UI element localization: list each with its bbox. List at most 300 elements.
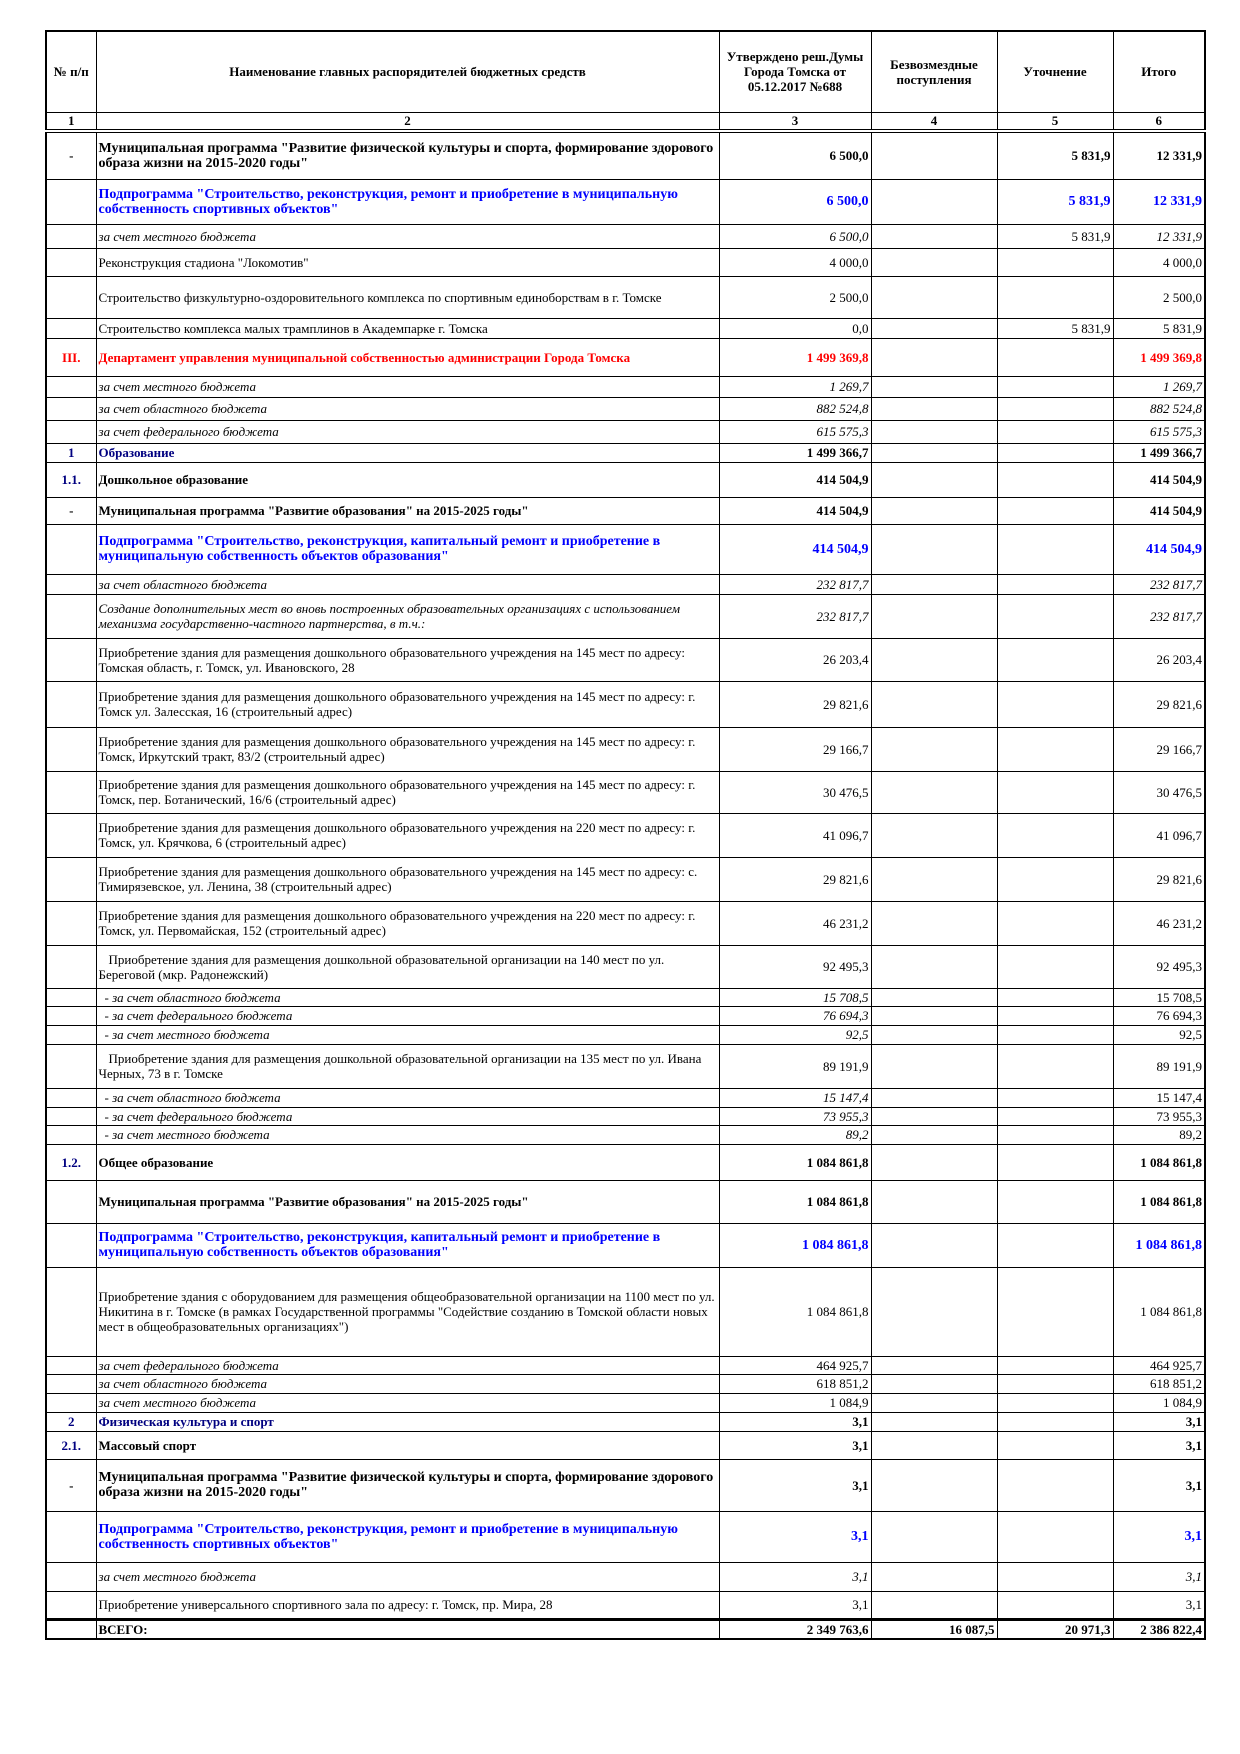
clarification-value xyxy=(997,638,1113,681)
approved-value: 3,1 xyxy=(719,1511,871,1562)
total-value: 92 495,3 xyxy=(1113,945,1205,988)
grants-value xyxy=(871,574,997,594)
row-name: за счет местного бюджета xyxy=(96,376,719,397)
approved-value: 30 476,5 xyxy=(719,771,871,813)
approved-value: 1 084,9 xyxy=(719,1393,871,1412)
clarification-value xyxy=(997,1562,1113,1591)
grants-value xyxy=(871,1459,997,1511)
row-number xyxy=(46,727,96,771)
total-value: 3,1 xyxy=(1113,1412,1205,1431)
column-number: 5 xyxy=(997,112,1113,131)
grants-value xyxy=(871,901,997,945)
row-number xyxy=(46,524,96,574)
table-row xyxy=(46,462,1205,497)
grants-value xyxy=(871,443,997,462)
total-value: 46 231,2 xyxy=(1113,901,1205,945)
grants-value xyxy=(871,276,997,318)
total-row xyxy=(46,1619,1205,1639)
approved-value: 26 203,4 xyxy=(719,638,871,681)
column-number: 4 xyxy=(871,112,997,131)
clarification-value xyxy=(997,594,1113,638)
row-name: - за счет областного бюджета xyxy=(96,1088,719,1107)
grants-value xyxy=(871,1267,997,1356)
grants-value xyxy=(871,338,997,376)
approved-value: 15 147,4 xyxy=(719,1088,871,1107)
row-name: Приобретение здания для размещения дошкольного образовательного учреждения на 145 мест по адресу: с. Тимирязевское, ул. Ленина, 38 (строительный адрес) xyxy=(96,857,719,901)
row-name: Подпрограмма "Строительство, реконструкция, ремонт и приобретение в муниципальную собственность спортивных объектов" xyxy=(96,1511,719,1562)
row-name: Департамент управления муниципальной собственностью администрации Города Томска xyxy=(96,338,719,376)
grants-value xyxy=(871,397,997,420)
approved-value: 3,1 xyxy=(719,1412,871,1431)
row-name: Муниципальная программа "Развитие физической культуры и спорта, формирование здорового образа жизни на 2015-2020 годы" xyxy=(96,1459,719,1511)
grants-value xyxy=(871,638,997,681)
row-number xyxy=(46,1591,96,1619)
approved-value: 29 821,6 xyxy=(719,681,871,727)
row-number xyxy=(46,224,96,248)
total-value: 615 575,3 xyxy=(1113,420,1205,443)
row-number xyxy=(46,1006,96,1025)
table-row xyxy=(46,224,1205,248)
row-number: 2.1. xyxy=(46,1431,96,1459)
row-name: - за счет областного бюджета xyxy=(96,988,719,1006)
clarification-value xyxy=(997,462,1113,497)
grants-value xyxy=(871,1356,997,1374)
approved-value: 618 851,2 xyxy=(719,1374,871,1393)
clarification-value xyxy=(997,497,1113,524)
clarification-value: 5 831,9 xyxy=(997,131,1113,179)
approved-value: 3,1 xyxy=(719,1591,871,1619)
clarification-value xyxy=(997,1006,1113,1025)
grants-value xyxy=(871,1180,997,1223)
total-value: 4 000,0 xyxy=(1113,248,1205,276)
grants-value xyxy=(871,1591,997,1619)
grants-value xyxy=(871,727,997,771)
clarification-value xyxy=(997,524,1113,574)
grants-value xyxy=(871,420,997,443)
row-name: Муниципальная программа "Развитие образования" на 2015-2025 годы" xyxy=(96,497,719,524)
row-name: Приобретение здания для размещения дошкольного образовательного учреждения на 145 мест по адресу: Томская область, г. Томск, ул. Ивановского, 28 xyxy=(96,638,719,681)
grants-value xyxy=(871,1511,997,1562)
grants-value xyxy=(871,524,997,574)
grants-value xyxy=(871,1431,997,1459)
row-number xyxy=(46,681,96,727)
grants-value: 16 087,5 xyxy=(871,1619,997,1639)
approved-value: 1 269,7 xyxy=(719,376,871,397)
table-row xyxy=(46,1431,1205,1459)
row-number xyxy=(46,179,96,224)
clarification-value xyxy=(997,1125,1113,1144)
row-name: Муниципальная программа "Развитие образования" на 2015-2025 годы" xyxy=(96,1180,719,1223)
row-name: за счет областного бюджета xyxy=(96,1374,719,1393)
approved-value: 92 495,3 xyxy=(719,945,871,988)
approved-value: 414 504,9 xyxy=(719,462,871,497)
row-number xyxy=(46,1393,96,1412)
table-body xyxy=(46,131,1205,1639)
row-name: за счет областного бюджета xyxy=(96,574,719,594)
grants-value xyxy=(871,497,997,524)
grants-value xyxy=(871,1412,997,1431)
approved-value: 6 500,0 xyxy=(719,224,871,248)
clarification-value: 20 971,3 xyxy=(997,1619,1113,1639)
grants-value xyxy=(871,1125,997,1144)
clarification-value xyxy=(997,1412,1113,1431)
table-row xyxy=(46,131,1205,179)
approved-value: 464 925,7 xyxy=(719,1356,871,1374)
total-value: 3,1 xyxy=(1113,1511,1205,1562)
total-value: 30 476,5 xyxy=(1113,771,1205,813)
clarification-value xyxy=(997,901,1113,945)
table-row xyxy=(46,1006,1205,1025)
approved-value: 15 708,5 xyxy=(719,988,871,1006)
clarification-value xyxy=(997,1356,1113,1374)
approved-value: 89,2 xyxy=(719,1125,871,1144)
row-number: 1.1. xyxy=(46,462,96,497)
row-number xyxy=(46,574,96,594)
grants-value xyxy=(871,1393,997,1412)
row-name: Приобретение здания для размещения дошкольного образовательного учреждения на 220 мест по адресу: г. Томск, ул. Крячкова, 6 (строительный адрес) xyxy=(96,813,719,857)
row-name: - за счет федерального бюджета xyxy=(96,1006,719,1025)
row-number xyxy=(46,1267,96,1356)
clarification-value: 5 831,9 xyxy=(997,224,1113,248)
column-number: 3 xyxy=(719,112,871,131)
row-number xyxy=(46,248,96,276)
row-number xyxy=(46,1374,96,1393)
table-row xyxy=(46,1591,1205,1619)
row-name: Реконструкция стадиона "Локомотив" xyxy=(96,248,719,276)
table-row xyxy=(46,1393,1205,1412)
total-value: 29 166,7 xyxy=(1113,727,1205,771)
total-value: 12 331,9 xyxy=(1113,179,1205,224)
row-number xyxy=(46,813,96,857)
total-value: 414 504,9 xyxy=(1113,524,1205,574)
clarification-value xyxy=(997,857,1113,901)
row-number xyxy=(46,1107,96,1125)
clarification-value xyxy=(997,276,1113,318)
approved-value: 4 000,0 xyxy=(719,248,871,276)
approved-value: 1 084 861,8 xyxy=(719,1144,871,1180)
grants-value xyxy=(871,1374,997,1393)
clarification-value: 5 831,9 xyxy=(997,179,1113,224)
row-number xyxy=(46,988,96,1006)
total-value: 232 817,7 xyxy=(1113,574,1205,594)
row-number xyxy=(46,420,96,443)
clarification-value xyxy=(997,1088,1113,1107)
row-number xyxy=(46,1180,96,1223)
approved-value: 232 817,7 xyxy=(719,574,871,594)
clarification-value xyxy=(997,1374,1113,1393)
table-row xyxy=(46,681,1205,727)
row-name: Приобретение здания для размещения дошкольного образовательного учреждения на 145 мест по адресу: г. Томск ул. Залесская, 16 (строительный адрес) xyxy=(96,681,719,727)
grants-value xyxy=(871,1107,997,1125)
total-value: 1 084 861,8 xyxy=(1113,1180,1205,1223)
clarification-value xyxy=(997,1591,1113,1619)
table-row xyxy=(46,1562,1205,1591)
approved-value: 0,0 xyxy=(719,318,871,338)
table-row xyxy=(46,1267,1205,1356)
approved-value: 29 821,6 xyxy=(719,857,871,901)
row-name: за счет областного бюджета xyxy=(96,397,719,420)
row-number xyxy=(46,1356,96,1374)
column-numbers-row xyxy=(46,112,1205,131)
grants-value xyxy=(871,945,997,988)
total-value: 92,5 xyxy=(1113,1025,1205,1044)
total-value: 89,2 xyxy=(1113,1125,1205,1144)
total-value: 3,1 xyxy=(1113,1562,1205,1591)
clarification-value: 5 831,9 xyxy=(997,318,1113,338)
clarification-value xyxy=(997,420,1113,443)
approved-value: 2 500,0 xyxy=(719,276,871,318)
total-value: 76 694,3 xyxy=(1113,1006,1205,1025)
table-row xyxy=(46,1511,1205,1562)
row-number: - xyxy=(46,131,96,179)
table-row xyxy=(46,1180,1205,1223)
approved-value: 76 694,3 xyxy=(719,1006,871,1025)
total-value: 89 191,9 xyxy=(1113,1044,1205,1088)
clarification-value xyxy=(997,771,1113,813)
table-row xyxy=(46,1125,1205,1144)
row-name: Образование xyxy=(96,443,719,462)
grants-value xyxy=(871,1025,997,1044)
row-number xyxy=(46,857,96,901)
row-name: Массовый спорт xyxy=(96,1431,719,1459)
total-value: 12 331,9 xyxy=(1113,131,1205,179)
approved-value: 3,1 xyxy=(719,1459,871,1511)
grants-value xyxy=(871,1088,997,1107)
table-row xyxy=(46,945,1205,988)
row-number xyxy=(46,1025,96,1044)
table-row xyxy=(46,727,1205,771)
row-number xyxy=(46,1044,96,1088)
row-number xyxy=(46,901,96,945)
row-number: 1 xyxy=(46,443,96,462)
total-value: 414 504,9 xyxy=(1113,497,1205,524)
total-value: 12 331,9 xyxy=(1113,224,1205,248)
approved-value: 89 191,9 xyxy=(719,1044,871,1088)
row-name: - за счет федерального бюджета xyxy=(96,1107,719,1125)
row-name: за счет местного бюджета xyxy=(96,1562,719,1591)
row-name: - за счет местного бюджета xyxy=(96,1125,719,1144)
table-row xyxy=(46,988,1205,1006)
clarification-value xyxy=(997,443,1113,462)
row-name: за счет федерального бюджета xyxy=(96,420,719,443)
approved-value: 92,5 xyxy=(719,1025,871,1044)
table-row xyxy=(46,857,1205,901)
total-value: 1 084 861,8 xyxy=(1113,1223,1205,1267)
approved-value: 1 499 369,8 xyxy=(719,338,871,376)
row-number xyxy=(46,1619,96,1639)
grants-value xyxy=(871,813,997,857)
approved-value: 882 524,8 xyxy=(719,397,871,420)
clarification-value xyxy=(997,1025,1113,1044)
column-number: 6 xyxy=(1113,112,1205,131)
row-name: ВСЕГО: xyxy=(96,1619,719,1639)
total-value: 1 084 861,8 xyxy=(1113,1144,1205,1180)
total-value: 3,1 xyxy=(1113,1431,1205,1459)
grants-value xyxy=(871,681,997,727)
table-row xyxy=(46,179,1205,224)
approved-value: 1 084 861,8 xyxy=(719,1180,871,1223)
approved-value: 414 504,9 xyxy=(719,497,871,524)
total-value: 29 821,6 xyxy=(1113,681,1205,727)
table-row xyxy=(46,1412,1205,1431)
total-value: 618 851,2 xyxy=(1113,1374,1205,1393)
row-number xyxy=(46,945,96,988)
approved-value: 6 500,0 xyxy=(719,179,871,224)
row-number xyxy=(46,1511,96,1562)
row-number xyxy=(46,1223,96,1267)
grants-value xyxy=(871,771,997,813)
header-number: № п/п xyxy=(46,31,96,112)
table-row xyxy=(46,813,1205,857)
approved-value: 3,1 xyxy=(719,1431,871,1459)
total-value: 73 955,3 xyxy=(1113,1107,1205,1125)
table-row xyxy=(46,1223,1205,1267)
row-number: - xyxy=(46,497,96,524)
clarification-value xyxy=(997,1107,1113,1125)
grants-value xyxy=(871,318,997,338)
total-value: 2 386 822,4 xyxy=(1113,1619,1205,1639)
total-value: 41 096,7 xyxy=(1113,813,1205,857)
table-row xyxy=(46,376,1205,397)
row-number xyxy=(46,1125,96,1144)
clarification-value xyxy=(997,1180,1113,1223)
table-row xyxy=(46,1025,1205,1044)
table-row xyxy=(46,1459,1205,1511)
total-value: 3,1 xyxy=(1113,1459,1205,1511)
approved-value: 29 166,7 xyxy=(719,727,871,771)
header-grants: Безвозмездные поступления xyxy=(871,31,997,112)
header-row xyxy=(46,31,1205,112)
total-value: 414 504,9 xyxy=(1113,462,1205,497)
approved-value: 6 500,0 xyxy=(719,131,871,179)
row-name: Строительство комплекса малых трамплинов в Академпарке г. Томска xyxy=(96,318,719,338)
table-row xyxy=(46,397,1205,420)
row-name: Приобретение здания для размещения дошкольной образовательной организации на 140 мест по ул. Береговой (мкр. Радонежский) xyxy=(96,945,719,988)
row-name: Приобретение здания с оборудованием для размещения общеобразовательной организации на 1100 мест по ул. Никитина в г. Томске (в рамках Государственной программы "Содействие созданию в Томской области новых мест в общеобразовательных организациях") xyxy=(96,1267,719,1356)
approved-value: 615 575,3 xyxy=(719,420,871,443)
total-value: 1 084 861,8 xyxy=(1113,1267,1205,1356)
row-name: Физическая культура и спорт xyxy=(96,1412,719,1431)
row-name: за счет местного бюджета xyxy=(96,1393,719,1412)
clarification-value xyxy=(997,1431,1113,1459)
row-number xyxy=(46,276,96,318)
grants-value xyxy=(871,1223,997,1267)
row-number xyxy=(46,1562,96,1591)
clarification-value xyxy=(997,574,1113,594)
row-number: 2 xyxy=(46,1412,96,1431)
clarification-value xyxy=(997,988,1113,1006)
table-row xyxy=(46,318,1205,338)
total-value: 29 821,6 xyxy=(1113,857,1205,901)
row-name: за счет местного бюджета xyxy=(96,224,719,248)
table-row xyxy=(46,1374,1205,1393)
row-name: Муниципальная программа "Развитие физической культуры и спорта, формирование здорового образа жизни на 2015-2020 годы" xyxy=(96,131,719,179)
total-value: 1 499 366,7 xyxy=(1113,443,1205,462)
row-number: 1.2. xyxy=(46,1144,96,1180)
grants-value xyxy=(871,1006,997,1025)
table-row xyxy=(46,420,1205,443)
grants-value xyxy=(871,224,997,248)
clarification-value xyxy=(997,727,1113,771)
table-row xyxy=(46,594,1205,638)
row-number xyxy=(46,594,96,638)
total-value: 1 499 369,8 xyxy=(1113,338,1205,376)
table-row xyxy=(46,248,1205,276)
approved-value: 232 817,7 xyxy=(719,594,871,638)
row-name: Создание дополнительных мест во вновь построенных образовательных организациях с использованием механизма государственно-частного партнерства, в т.ч.: xyxy=(96,594,719,638)
total-value: 5 831,9 xyxy=(1113,318,1205,338)
budget-table xyxy=(45,30,1206,1640)
approved-value: 3,1 xyxy=(719,1562,871,1591)
header-approved: Утверждено реш.Думы Города Томска от 05.12.2017 №688 xyxy=(719,31,871,112)
row-number xyxy=(46,318,96,338)
approved-value: 73 955,3 xyxy=(719,1107,871,1125)
clarification-value xyxy=(997,1223,1113,1267)
row-name: Общее образование xyxy=(96,1144,719,1180)
row-name: Приобретение здания для размещения дошкольного образовательного учреждения на 220 мест по адресу: г. Томск, ул. Первомайская, 152 (строительный адрес) xyxy=(96,901,719,945)
clarification-value xyxy=(997,1459,1113,1511)
table-row xyxy=(46,574,1205,594)
row-number xyxy=(46,638,96,681)
table-row xyxy=(46,1356,1205,1374)
row-name: Приобретение универсального спортивного зала по адресу: г. Томск, пр. Мира, 28 xyxy=(96,1591,719,1619)
clarification-value xyxy=(997,813,1113,857)
total-value: 15 708,5 xyxy=(1113,988,1205,1006)
clarification-value xyxy=(997,338,1113,376)
total-value: 882 524,8 xyxy=(1113,397,1205,420)
row-name: Подпрограмма "Строительство, реконструкция, капитальный ремонт и приобретение в муниципальную собственность объектов образования" xyxy=(96,524,719,574)
table-row xyxy=(46,443,1205,462)
grants-value xyxy=(871,1044,997,1088)
grants-value xyxy=(871,179,997,224)
table-row xyxy=(46,276,1205,318)
row-number xyxy=(46,397,96,420)
row-number xyxy=(46,376,96,397)
approved-value: 1 499 366,7 xyxy=(719,443,871,462)
total-value: 1 084,9 xyxy=(1113,1393,1205,1412)
header-clarification: Уточнение xyxy=(997,31,1113,112)
table-row xyxy=(46,1088,1205,1107)
clarification-value xyxy=(997,1511,1113,1562)
header-total: Итого xyxy=(1113,31,1205,112)
grants-value xyxy=(871,1144,997,1180)
approved-value: 46 231,2 xyxy=(719,901,871,945)
clarification-value xyxy=(997,376,1113,397)
approved-value: 2 349 763,6 xyxy=(719,1619,871,1639)
column-number: 2 xyxy=(96,112,719,131)
clarification-value xyxy=(997,1044,1113,1088)
total-value: 232 817,7 xyxy=(1113,594,1205,638)
row-name: Приобретение здания для размещения дошкольного образовательного учреждения на 145 мест по адресу: г. Томск, Иркутский тракт, 83/2 (строительный адрес) xyxy=(96,727,719,771)
table-row xyxy=(46,497,1205,524)
approved-value: 1 084 861,8 xyxy=(719,1267,871,1356)
total-value: 3,1 xyxy=(1113,1591,1205,1619)
clarification-value xyxy=(997,248,1113,276)
row-name: Подпрограмма "Строительство, реконструкция, капитальный ремонт и приобретение в муниципальную собственность объектов образования" xyxy=(96,1223,719,1267)
approved-value: 41 096,7 xyxy=(719,813,871,857)
clarification-value xyxy=(997,681,1113,727)
row-name: Приобретение здания для размещения дошкольного образовательного учреждения на 145 мест по адресу: г. Томск, пер. Ботанический, 16/6 (строительный адрес) xyxy=(96,771,719,813)
grants-value xyxy=(871,1562,997,1591)
grants-value xyxy=(871,462,997,497)
clarification-value xyxy=(997,1144,1113,1180)
clarification-value xyxy=(997,1393,1113,1412)
clarification-value xyxy=(997,1267,1113,1356)
total-value: 1 269,7 xyxy=(1113,376,1205,397)
approved-value: 414 504,9 xyxy=(719,524,871,574)
grants-value xyxy=(871,857,997,901)
table-row xyxy=(46,338,1205,376)
